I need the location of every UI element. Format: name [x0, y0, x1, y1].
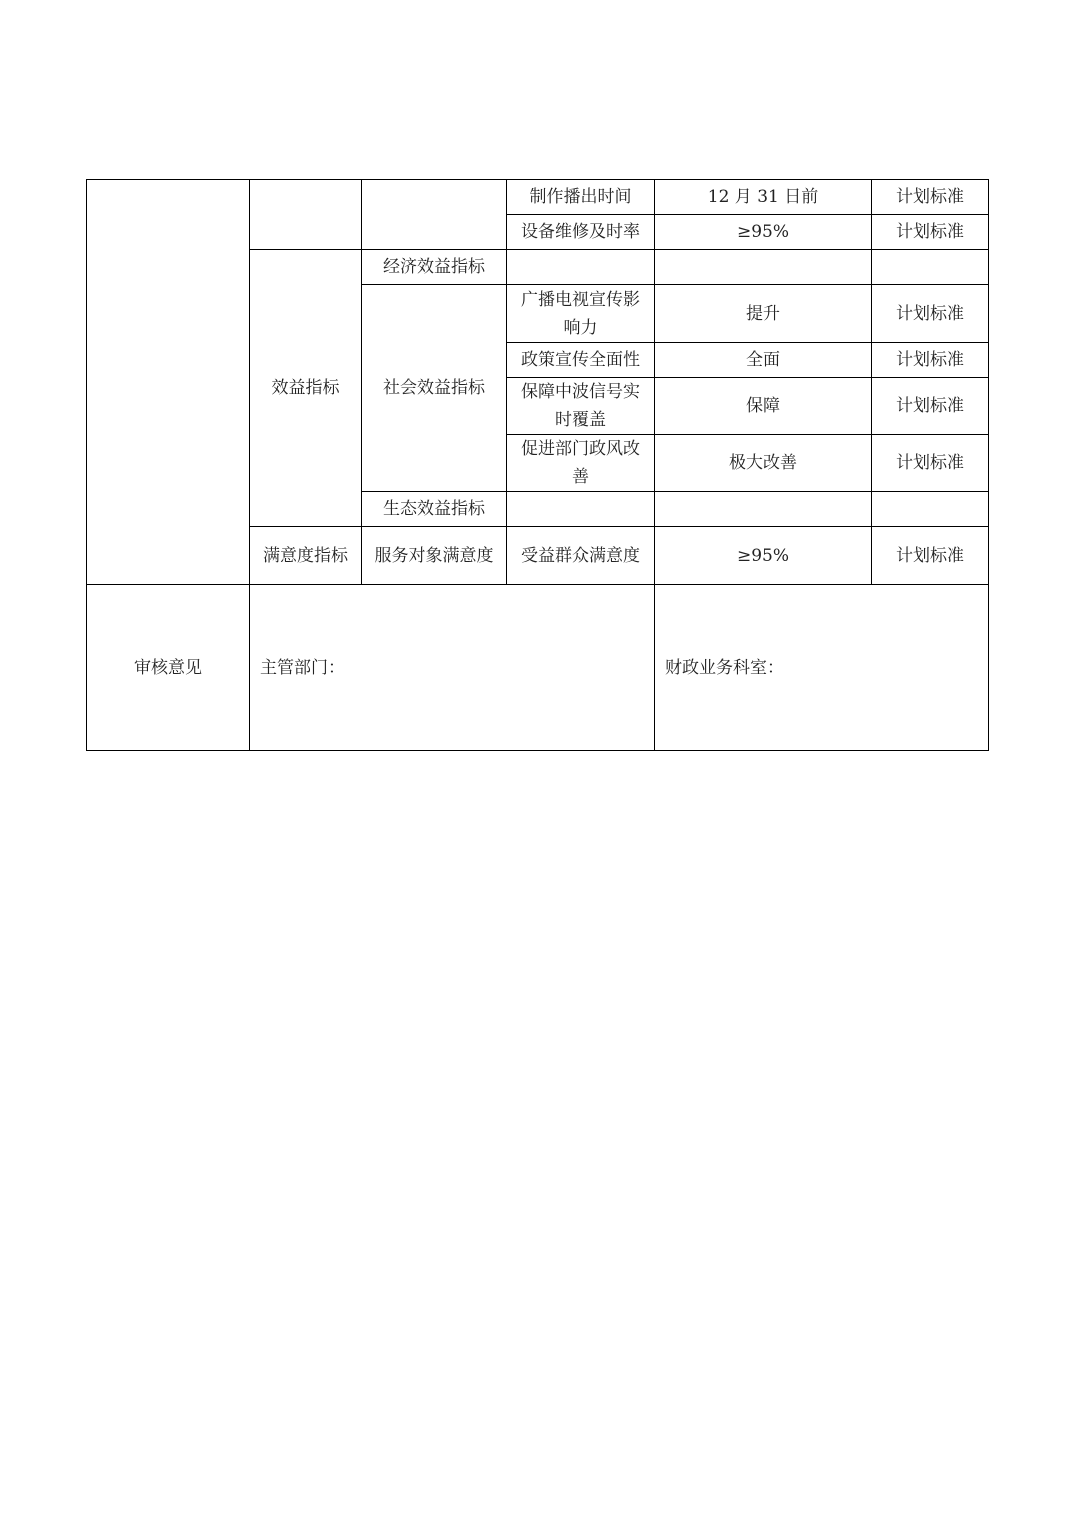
supervising-dept-field: 主管部门： — [250, 585, 655, 751]
level3-indicator-cell: 受益群众满意度 — [507, 527, 655, 585]
standard-cell: 计划标准 — [872, 343, 989, 378]
category-cell — [87, 180, 250, 585]
performance-indicator-table — [86, 179, 989, 751]
review-row — [87, 585, 989, 751]
level3-indicator-cell: 制作播出时间 — [507, 180, 655, 215]
target-value-cell: 提升 — [655, 285, 872, 343]
target-value-cell: 12 月 31 日前 — [655, 180, 872, 215]
table-row — [87, 180, 989, 215]
standard-cell: 计划标准 — [872, 435, 989, 492]
level1-indicator-cell: 效益指标 — [250, 250, 362, 527]
level3-indicator-cell: 政策宣传全面性 — [507, 343, 655, 378]
level3-indicator-cell: 促进部门政风改善 — [507, 435, 655, 492]
target-value-cell: 全面 — [655, 343, 872, 378]
level3-indicator-cell: 设备维修及时率 — [507, 215, 655, 250]
review-label: 审核意见 — [87, 585, 250, 751]
target-value-cell: ≥95% — [655, 527, 872, 585]
standard-cell: 计划标准 — [872, 527, 989, 585]
standard-cell: 计划标准 — [872, 180, 989, 215]
level3-indicator-cell — [507, 250, 655, 285]
level3-indicator-cell: 保障中波信号实时覆盖 — [507, 378, 655, 435]
level1-indicator-cell: 满意度指标 — [250, 527, 362, 585]
level3-indicator-cell — [507, 492, 655, 527]
standard-cell: 计划标准 — [872, 285, 989, 343]
finance-office-field: 财政业务科室： — [655, 585, 989, 751]
level2-indicator-cell: 服务对象满意度 — [362, 527, 507, 585]
target-value-cell — [655, 492, 872, 527]
standard-cell — [872, 250, 989, 285]
level3-indicator-cell: 广播电视宣传影响力 — [507, 285, 655, 343]
standard-cell: 计划标准 — [872, 215, 989, 250]
level2-indicator-cell: 社会效益指标 — [362, 285, 507, 492]
standard-cell: 计划标准 — [872, 378, 989, 435]
standard-cell — [872, 492, 989, 527]
target-value-cell: 保障 — [655, 378, 872, 435]
level1-indicator-cell — [250, 180, 362, 250]
level2-indicator-cell — [362, 180, 507, 250]
target-value-cell — [655, 250, 872, 285]
target-value-cell: 极大改善 — [655, 435, 872, 492]
target-value-cell: ≥95% — [655, 215, 872, 250]
level2-indicator-cell: 经济效益指标 — [362, 250, 507, 285]
level2-indicator-cell: 生态效益指标 — [362, 492, 507, 527]
